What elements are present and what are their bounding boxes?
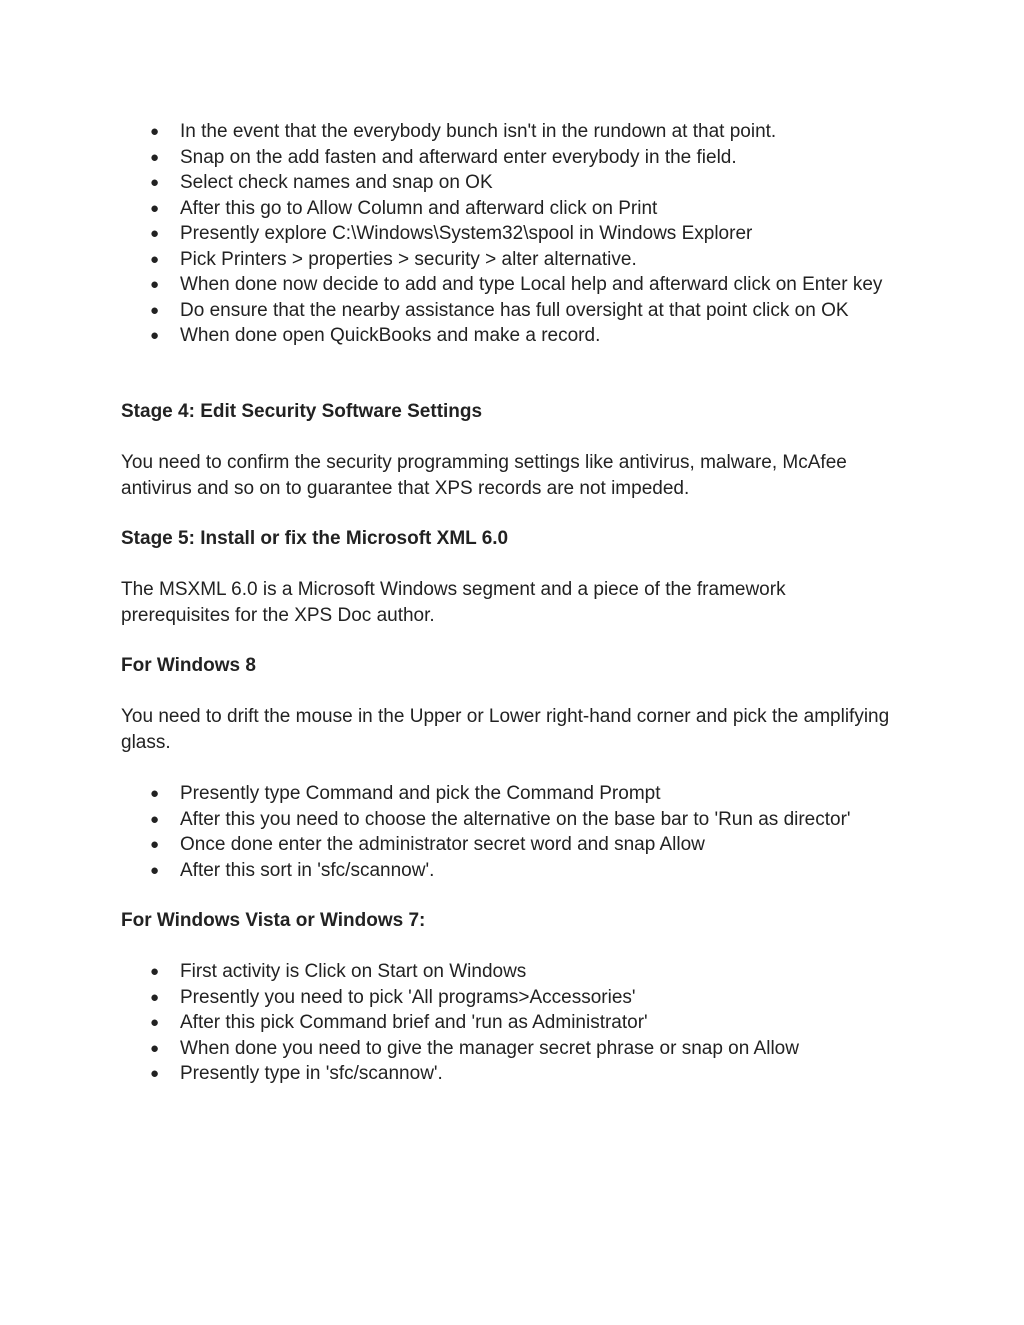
list-item: ● After this go to Allow Column and afterward click on Print — [150, 196, 950, 222]
bullet-icon: ● — [150, 225, 160, 242]
bullet-icon: ● — [150, 250, 160, 268]
list-item: ● After this pick Command brief and 'run as Administrator' — [150, 1010, 950, 1036]
stage4-heading: Stage 4: Edit Security Software Settings — [121, 401, 483, 422]
list-item: ● Select check names and snap on OK — [150, 170, 950, 196]
windows8-heading: For Windows 8 — [121, 655, 256, 676]
list-item: ● When done open QuickBooks and make a record. — [150, 323, 950, 349]
list-item: ● When done now decide to add and type Local help and afterward click on Enter key — [150, 272, 950, 298]
bullet-icon: ● — [150, 785, 160, 802]
bullet-icon: ● — [150, 1065, 160, 1082]
bullet-icon: ● — [150, 1039, 160, 1057]
list-item: ● Presently explore C:\Windows\System32\spool in Windows Explorer — [150, 221, 950, 247]
bullet-icon: ● — [150, 123, 160, 140]
list-item: ● Do ensure that the nearby assistance has full oversight at that point click on OK — [150, 298, 950, 324]
bullet-icon: ● — [150, 861, 160, 879]
stage4-paragraph: You need to confirm the security programming settings like antivirus, malware, McAfee antivirus and so on to guarantee that XPS records are not impeded. — [121, 452, 847, 499]
bullet-list-windows8 — [150, 781, 950, 883]
bullet-icon: ● — [150, 988, 160, 1006]
list-item: ● Once done enter the administrator secret word and snap Allow — [150, 832, 950, 858]
stage5-heading: Stage 5: Install or fix the Microsoft XML 6.0 — [121, 528, 509, 549]
list-item: ● Presently you need to pick 'All programs>Accessories' — [150, 985, 950, 1011]
bullet-icon: ● — [150, 148, 160, 166]
bullet-list-windows7 — [150, 959, 950, 1087]
bullet-icon: ● — [150, 301, 160, 319]
bullet-icon: ● — [150, 327, 160, 344]
bullet-icon: ● — [150, 963, 160, 980]
bullet-icon: ● — [150, 174, 160, 191]
list-item: ● After this sort in 'sfc/scannow'. — [150, 858, 950, 884]
list-item: ● First activity is Click on Start on Windows — [150, 959, 950, 985]
list-item: ● In the event that the everybody bunch isn't in the rundown at that point. — [150, 119, 950, 145]
windows7-heading: For Windows Vista or Windows 7: — [121, 910, 426, 931]
list-item: ● Snap on the add fasten and afterward enter everybody in the field. — [150, 145, 950, 171]
bullet-icon: ● — [150, 199, 160, 217]
windows8-paragraph: You need to drift the mouse in the Upper or Lower right-hand corner and pick the amplifying glass. — [121, 706, 890, 753]
list-item: ● After this you need to choose the alternative on the base bar to 'Run as director' — [150, 807, 950, 833]
bullet-icon: ● — [150, 810, 160, 828]
bullet-icon: ● — [150, 836, 160, 853]
bullet-icon: ● — [150, 1014, 160, 1031]
list-item: ● Pick Printers > properties > security > alter alternative. — [150, 247, 950, 273]
list-item: ● When done you need to give the manager secret phrase or snap on Allow — [150, 1036, 950, 1062]
stage5-paragraph: The MSXML 6.0 is a Microsoft Windows segment and a piece of the framework prerequisites for the XPS Doc author. — [121, 579, 786, 626]
bullet-icon: ● — [150, 276, 160, 293]
bullet-list-permissions — [150, 119, 950, 349]
list-item: ● Presently type Command and pick the Command Prompt — [150, 781, 950, 807]
list-item: ● Presently type in 'sfc/scannow'. — [150, 1061, 950, 1087]
